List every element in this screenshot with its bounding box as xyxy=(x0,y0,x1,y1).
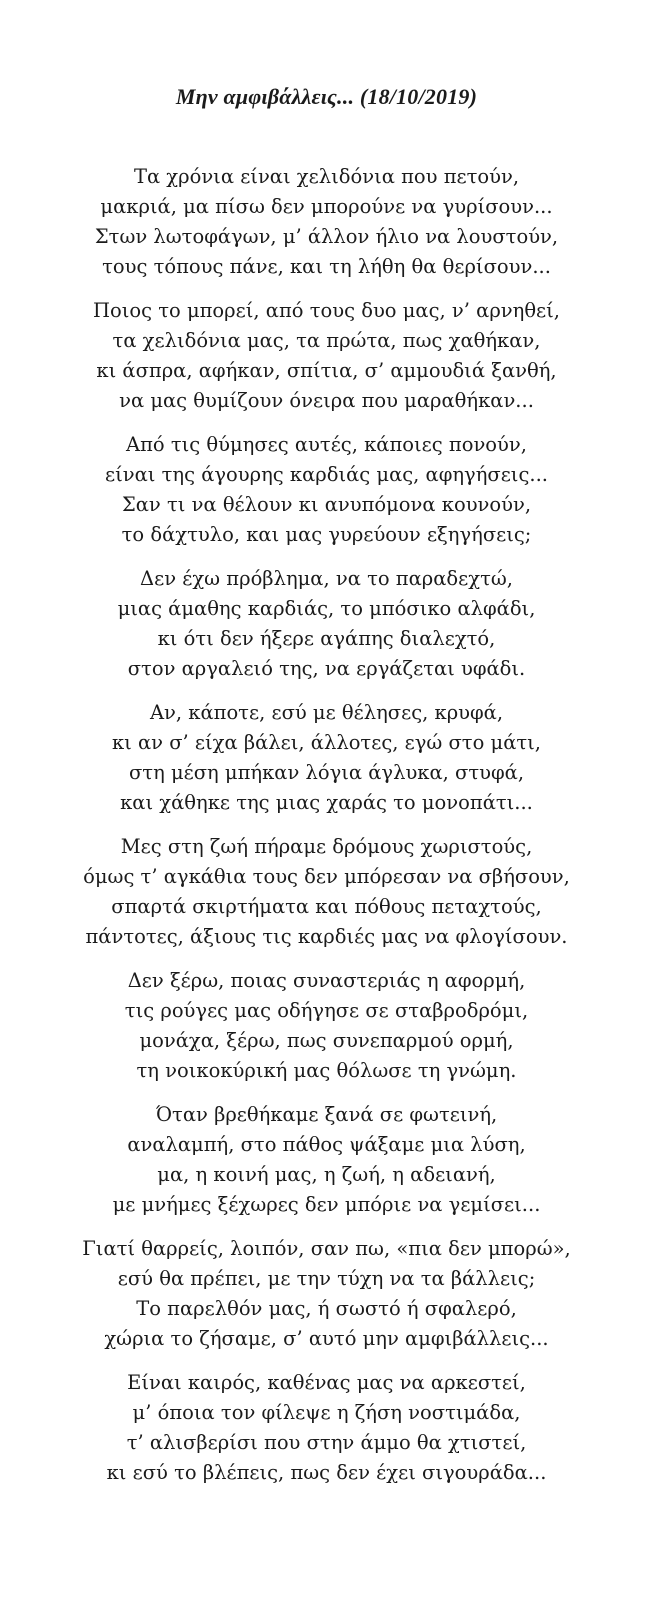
poem-line: Αν, κάποτε, εσύ με θέλησες, κρυφά, xyxy=(149,701,504,724)
poem-line: μα, η κοινή μας, η ζωή, η αδειανή, xyxy=(157,1163,496,1186)
poem-line: Γιατί θαρρείς, λοιπόν, σαν πω, «πια δεν μπορώ», xyxy=(82,1237,571,1260)
poem-line: Το παρελθόν μας, ή σωστό ή σφαλερό, xyxy=(136,1297,517,1320)
poem-line: Είναι καιρός, καθένας μας να αρκεστεί, xyxy=(127,1371,526,1394)
poem-line: Μες στη ζωή πήραμε δρόμους χωριστούς, xyxy=(120,835,533,858)
poem-line: κι ότι δεν ήξερε αγάπης διαλεχτό, xyxy=(157,627,496,650)
stanza-5 xyxy=(0,698,653,818)
poem-line: τους τόπους πάνε, και τη λήθη θα θερίσουν... xyxy=(102,255,551,278)
poem-line: τη νοικοκύρική μας θόλωσε τη γνώμη. xyxy=(136,1059,517,1082)
poem-line: αναλαμπή, στο πάθος ψάξαμε μια λύση, xyxy=(127,1133,526,1156)
stanza-8 xyxy=(0,1100,653,1220)
poem-title: Μην αμφιβάλλεις... (18/10/2019) xyxy=(175,84,478,109)
poem-line: τ’ αλισβερίσι που στην άμμο θα χτιστεί, xyxy=(126,1431,527,1454)
poem-line: και χάθηκε της μιας χαράς το μονοπάτι... xyxy=(120,791,533,814)
poem-line: κι άσπρα, αφήκαν, σπίτια, σ’ αμμουδιά ξανθή, xyxy=(96,359,557,382)
poem-line: μιας άμαθης καρδιάς, το μπόσικο αλφάδι, xyxy=(117,597,536,620)
poem-line: κι εσύ το βλέπεις, πως δεν έχει σιγουράδα... xyxy=(106,1461,547,1484)
poem-line: Στων λωτοφάγων, μ’ άλλον ήλιο να λουστούν, xyxy=(94,225,559,248)
poem-line: Ποιος το μπορεί, από τους δυο μας, ν’ αρνηθεί, xyxy=(92,299,561,322)
poem-line: Σαν τι να θέλουν κι ανυπόμονα κουνούν, xyxy=(121,493,532,516)
poem-line: να μας θυμίζουν όνειρα που μαραθήκαν... xyxy=(119,389,534,412)
poem-body xyxy=(0,162,653,1488)
poem-line: Δεν έχω πρόβλημα, να το παραδεχτώ, xyxy=(140,567,513,590)
poem-line: είναι της άγουρης καρδιάς μας, αφηγήσεις... xyxy=(105,463,548,486)
stanza-2 xyxy=(0,296,653,416)
stanza-10 xyxy=(0,1368,653,1488)
poem-line: Από τις θύμησες αυτές, κάποιες πονούν, xyxy=(126,433,527,456)
poem-line: πάντοτες, άξιους τις καρδιές μας να φλογίσουν. xyxy=(85,925,568,948)
poem-line: με μνήμες ξέχωρες δεν μπόριε να γεμίσει... xyxy=(112,1193,541,1216)
poem-line: κι αν σ’ είχα βάλει, άλλοτες, εγώ στο μάτι, xyxy=(111,731,542,754)
stanza-7 xyxy=(0,966,653,1086)
poem-line: μ’ όποια τον φίλεψε η ζήση νοστιμάδα, xyxy=(132,1401,521,1424)
poem-line: Τα χρόνια είναι χελιδόνια που πετούν, xyxy=(133,165,520,188)
poem-line: Δεν ξέρω, ποιας συναστεριάς η αφορμή, xyxy=(127,969,526,992)
poem-line: τα χελιδόνια μας, τα πρώτα, πως χαθήκαν, xyxy=(112,329,541,352)
stanza-6 xyxy=(0,832,653,952)
poem-line: σπαρτά σκιρτήματα και πόθους πεταχτούς, xyxy=(111,895,542,918)
poem-line: εσύ θα πρέπει, με την τύχη να τα βάλλεις; xyxy=(117,1267,536,1290)
poem-line: τις ρούγες μας οδήγησε σε σταβροδρόμι, xyxy=(124,999,529,1022)
poem-line: στη μέση μπήκαν λόγια άγλυκα, στυφά, xyxy=(128,761,525,784)
stanza-3 xyxy=(0,430,653,550)
stanza-1 xyxy=(0,162,653,282)
poem-line: όμως τ’ αγκάθια τους δεν μπόρεσαν να σβήσουν, xyxy=(83,865,570,888)
poem-line: μακριά, μα πίσω δεν μπορούνε να γυρίσουν... xyxy=(100,195,553,218)
stanza-4 xyxy=(0,564,653,684)
stanza-9 xyxy=(0,1234,653,1354)
poem-line: το δάχτυλο, και μας γυρεύουν εξηγήσεις; xyxy=(121,523,532,546)
poem-line: χώρια το ζήσαμε, σ’ αυτό μην αμφιβάλλεις... xyxy=(104,1327,549,1350)
poem-line: Όταν βρεθήκαμε ξανά σε φωτεινή, xyxy=(155,1103,498,1126)
poem-line: στον αργαλειό της, να εργάζεται υφάδι. xyxy=(127,657,526,680)
poem-line: μονάχα, ξέρω, πως συνεπαρμού ορμή, xyxy=(139,1029,514,1052)
